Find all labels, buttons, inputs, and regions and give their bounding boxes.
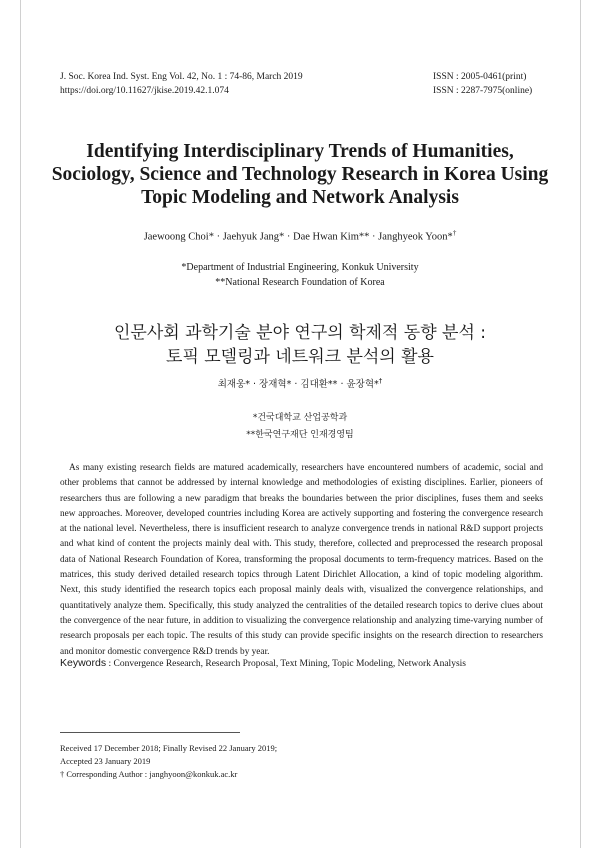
corresponding-mark: † bbox=[378, 376, 383, 385]
corresponding-mark: † bbox=[452, 229, 457, 237]
keywords-label: Keywords bbox=[60, 657, 107, 669]
footnote-divider bbox=[60, 732, 240, 733]
korean-title bbox=[40, 321, 560, 369]
english-authors bbox=[40, 229, 560, 243]
right-frame-line bbox=[580, 0, 581, 848]
english-title-line: Topic Modeling and Network Analysis bbox=[141, 187, 459, 208]
abstract: As many existing research fields are matured academically, researchers have encountered numbers of academic, social and other problems that cannot be addressed by internal knowledge and methodologies of existing disciplines. Earlier, pioneers of researchers thus are following a new paradigm that breaks the boundaries between the prior disciplines, fuses them and seeks new approaches. Moreover, developed countries including Korea are actively supporting and fostering the convergence research at the national level. Nevertheless, there is insufficient research to analyze convergence trends in national R&D support projects and what kind of content the projects mainly deal with. This study, therefore, collected and preprocessed the research proposal data of National Research Foundation of Korea, transforming the proposal documents to term-frequency matrices. Based on the matrices, this study derived detailed research topics through Latent Dirichlet Allocation, a kind of topic modeling algorithm. Next, this study identified the research topics each proposal mainly deals with, visualized the convergence relationships, and quantitatively analyze them. Specifically, this study analyzed the centralities of the detailed research topics to derive clues about the convergence of the near future, in addition to visualizing the convergence relationship and analyzing time-varying number of research proposals per each topic. The results of this study can provide specific insights on the research direction to researchers and monitor domestic convergence R&D trends by year. bbox=[60, 463, 543, 657]
english-title-line: Identifying Interdisciplinary Trends of Humanities, bbox=[86, 141, 514, 162]
corresponding-author-text: Corresponding Author : janghyoon@konkuk.ac.kr bbox=[64, 769, 238, 779]
affiliation-line: **National Research Foundation of Korea bbox=[215, 277, 385, 288]
korean-affiliations bbox=[40, 410, 560, 444]
footnotes bbox=[60, 742, 277, 781]
issn-online: ISSN : 2287-7975(online) bbox=[433, 86, 533, 96]
left-frame-line bbox=[20, 0, 21, 848]
journal-citation: J. Soc. Korea Ind. Syst. Eng Vol. 42, No. 1 : 74-86, March 2019 bbox=[60, 72, 303, 82]
keywords-list: : Convergence Research, Research Proposal, Text Mining, Topic Modeling, Network Analysis bbox=[106, 659, 466, 669]
korean-title-line: 토픽 모델링과 네트워크 분석의 활용 bbox=[166, 347, 434, 367]
korean-author-list: 최재웅* · 장재혁* · 김대환** · 윤장혁* bbox=[217, 379, 379, 390]
issn-print: ISSN : 2005-0461(print) bbox=[433, 72, 527, 82]
korean-title-line: 인문사회 과학기술 분야 연구의 학제적 동향 분석 : bbox=[114, 323, 486, 343]
affiliation-line: *Department of Industrial Engineering, Konkuk University bbox=[181, 262, 419, 273]
corresponding-author bbox=[60, 768, 277, 781]
english-title bbox=[40, 140, 560, 209]
korean-authors bbox=[40, 376, 560, 390]
english-affiliations bbox=[40, 260, 560, 290]
keywords bbox=[60, 657, 466, 669]
doi-link[interactable]: https://doi.org/10.11627/jkise.2019.42.1.074 bbox=[60, 86, 229, 96]
dagger-mark: † bbox=[60, 769, 65, 779]
journal-header-right bbox=[433, 70, 532, 98]
received-date: Received 17 December 2018; Finally Revised 22 January 2019; bbox=[60, 743, 278, 753]
english-title-line: Sociology, Science and Technology Research in Korea Using bbox=[51, 164, 549, 185]
affiliation-line: **한국연구재단 인재경영팀 bbox=[246, 430, 354, 440]
journal-header-left bbox=[60, 70, 303, 98]
english-author-list: Jaewoong Choi* · Jaehyuk Jang* · Dae Hwan Kim** · Janghyeok Yoon* bbox=[143, 231, 453, 243]
accepted-date: Accepted 23 January 2019 bbox=[60, 756, 151, 766]
affiliation-line: *건국대학교 산업공학과 bbox=[252, 413, 348, 423]
